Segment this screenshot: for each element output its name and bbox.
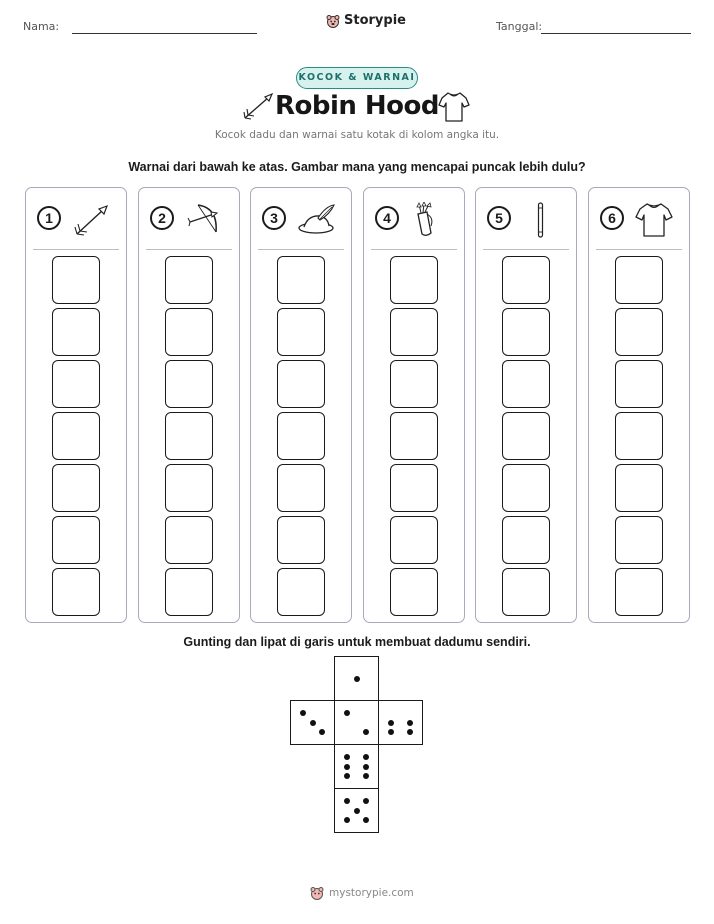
die-pip bbox=[407, 729, 413, 735]
coloring-instruction: Warnai dari bawah ke atas. Gambar mana yang mencapai puncak lebih dulu? bbox=[128, 160, 586, 174]
color-box[interactable] bbox=[52, 412, 100, 460]
column-divider bbox=[258, 249, 344, 250]
color-box[interactable] bbox=[165, 412, 213, 460]
column-divider bbox=[483, 249, 569, 250]
column-header bbox=[600, 202, 680, 238]
tunic-icon bbox=[634, 202, 674, 238]
color-box[interactable] bbox=[165, 360, 213, 408]
column-divider bbox=[146, 249, 232, 250]
color-box[interactable] bbox=[615, 568, 663, 616]
column-divider bbox=[371, 249, 457, 250]
footer-url: mystorypie.com bbox=[329, 887, 414, 899]
footer bbox=[310, 886, 414, 900]
color-box[interactable] bbox=[52, 568, 100, 616]
die-pip bbox=[363, 754, 369, 760]
die-pip bbox=[344, 773, 350, 779]
color-box[interactable] bbox=[502, 256, 550, 304]
name-line[interactable] bbox=[72, 33, 257, 34]
die-pip bbox=[363, 817, 369, 823]
color-box[interactable] bbox=[390, 516, 438, 564]
column-5 bbox=[475, 187, 577, 623]
die-pip bbox=[363, 764, 369, 770]
die-pip bbox=[344, 798, 350, 804]
color-box[interactable] bbox=[165, 256, 213, 304]
color-box[interactable] bbox=[52, 360, 100, 408]
die-pip bbox=[407, 720, 413, 726]
die-pip bbox=[310, 720, 316, 726]
quiver-icon bbox=[409, 202, 449, 238]
color-box[interactable] bbox=[52, 308, 100, 356]
color-box[interactable] bbox=[52, 256, 100, 304]
color-box[interactable] bbox=[52, 464, 100, 512]
column-number: 3 bbox=[262, 206, 286, 230]
die-pip bbox=[344, 710, 350, 716]
storypie-logo-icon bbox=[326, 14, 340, 28]
color-box[interactable] bbox=[390, 360, 438, 408]
die-pip bbox=[319, 729, 325, 735]
die-pip bbox=[363, 729, 369, 735]
color-box[interactable] bbox=[390, 464, 438, 512]
die-pip bbox=[344, 817, 350, 823]
staff-icon bbox=[521, 202, 561, 238]
column-number: 6 bbox=[600, 206, 624, 230]
column-header bbox=[150, 202, 230, 238]
die-pip bbox=[388, 729, 394, 735]
die-face-top bbox=[334, 656, 379, 701]
column-header bbox=[375, 202, 455, 238]
die-face-bottom bbox=[334, 788, 379, 833]
color-box[interactable] bbox=[165, 308, 213, 356]
column-number: 2 bbox=[150, 206, 174, 230]
die-pip bbox=[354, 808, 360, 814]
die-pip bbox=[344, 764, 350, 770]
color-box[interactable] bbox=[615, 360, 663, 408]
column-2 bbox=[138, 187, 240, 623]
color-box[interactable] bbox=[502, 464, 550, 512]
column-header bbox=[262, 202, 342, 238]
color-box[interactable] bbox=[277, 516, 325, 564]
color-box[interactable] bbox=[277, 464, 325, 512]
page-title: Robin Hood bbox=[274, 91, 440, 121]
color-box[interactable] bbox=[277, 360, 325, 408]
color-box[interactable] bbox=[165, 516, 213, 564]
color-box[interactable] bbox=[502, 568, 550, 616]
die-face-right bbox=[378, 700, 423, 745]
color-box[interactable] bbox=[165, 568, 213, 616]
color-box[interactable] bbox=[277, 256, 325, 304]
color-box[interactable] bbox=[615, 464, 663, 512]
column-3 bbox=[250, 187, 352, 623]
arrow-icon bbox=[71, 202, 111, 238]
color-box[interactable] bbox=[502, 516, 550, 564]
color-box[interactable] bbox=[277, 308, 325, 356]
column-4 bbox=[363, 187, 465, 623]
color-box[interactable] bbox=[390, 568, 438, 616]
die-face-center bbox=[334, 700, 379, 745]
color-box[interactable] bbox=[502, 412, 550, 460]
color-box[interactable] bbox=[390, 412, 438, 460]
column-number: 1 bbox=[37, 206, 61, 230]
die-instruction: Gunting dan lipat di garis untuk membuat dadumu sendiri. bbox=[183, 635, 531, 649]
column-header bbox=[487, 202, 567, 238]
feathered-hat-icon bbox=[296, 202, 336, 238]
color-box[interactable] bbox=[615, 516, 663, 564]
column-divider bbox=[33, 249, 119, 250]
activity-badge: KOCOK & WARNAI bbox=[296, 67, 418, 89]
name-label: Nama: bbox=[23, 20, 60, 33]
brand bbox=[326, 13, 406, 28]
column-number: 5 bbox=[487, 206, 511, 230]
column-number: 4 bbox=[375, 206, 399, 230]
bow-icon bbox=[184, 202, 224, 238]
color-box[interactable] bbox=[615, 412, 663, 460]
die-pip bbox=[344, 754, 350, 760]
column-divider bbox=[596, 249, 682, 250]
column-6 bbox=[588, 187, 690, 623]
storypie-logo-icon bbox=[310, 886, 324, 900]
color-box[interactable] bbox=[502, 360, 550, 408]
tunic-icon bbox=[437, 90, 471, 124]
die-pip bbox=[363, 773, 369, 779]
die-face-lower bbox=[334, 744, 379, 789]
die-pip bbox=[363, 798, 369, 804]
color-box[interactable] bbox=[277, 568, 325, 616]
date-label: Tanggal: bbox=[496, 20, 543, 33]
column-header bbox=[37, 202, 117, 238]
page-subtitle: Kocok dadu dan warnai satu kotak di kolom angka itu. bbox=[214, 129, 500, 141]
date-line[interactable] bbox=[541, 33, 691, 34]
color-box[interactable] bbox=[52, 516, 100, 564]
color-box[interactable] bbox=[277, 412, 325, 460]
brand-name: Storypie bbox=[344, 13, 406, 28]
color-box[interactable] bbox=[615, 308, 663, 356]
color-box[interactable] bbox=[165, 464, 213, 512]
die-face-left bbox=[290, 700, 335, 745]
color-box[interactable] bbox=[390, 308, 438, 356]
color-box[interactable] bbox=[502, 308, 550, 356]
die-pip bbox=[388, 720, 394, 726]
color-box[interactable] bbox=[615, 256, 663, 304]
die-pip bbox=[354, 676, 360, 682]
die-pip bbox=[300, 710, 306, 716]
color-box[interactable] bbox=[390, 256, 438, 304]
column-1 bbox=[25, 187, 127, 623]
